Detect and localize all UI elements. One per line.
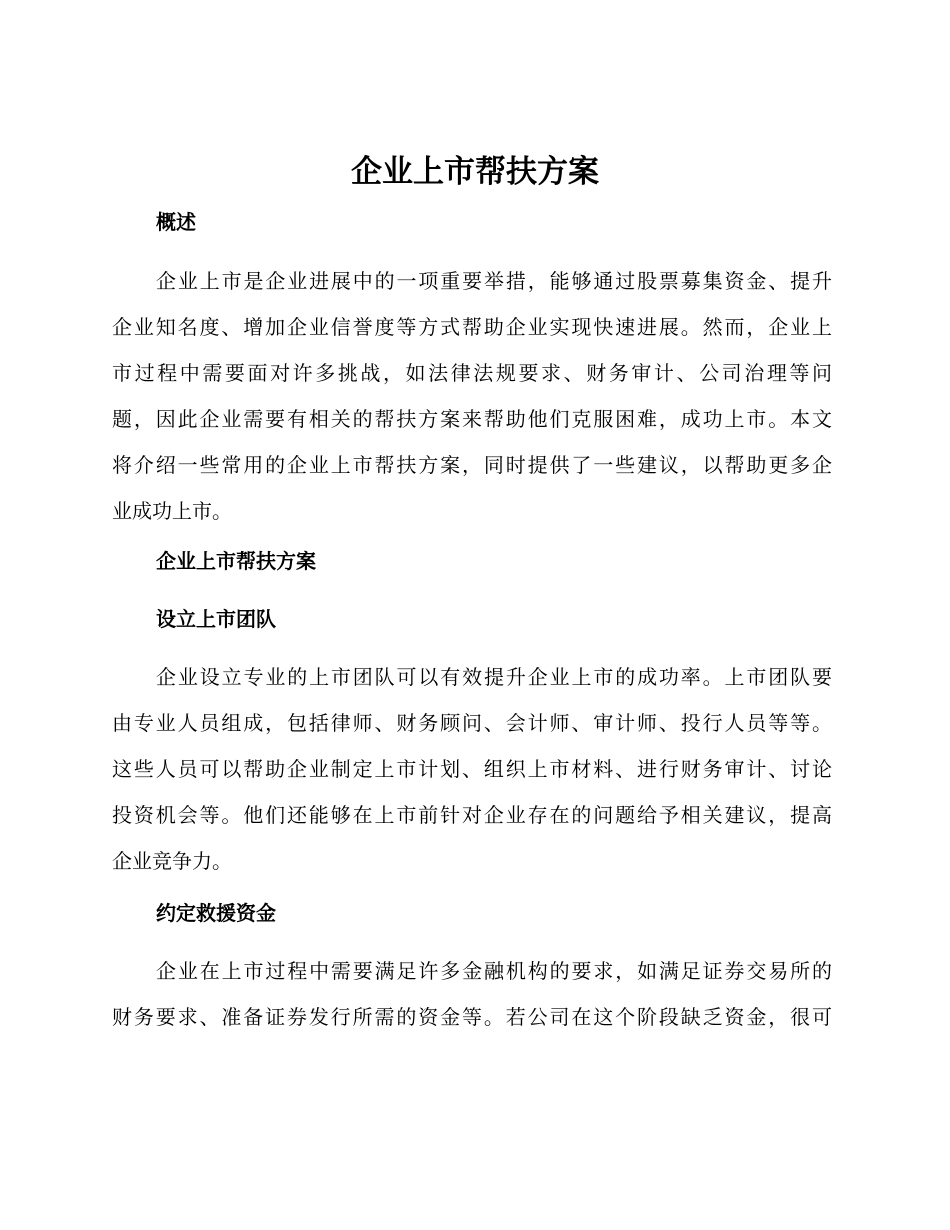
section-heading-listing-support-plan: 企业上市帮扶方案 <box>156 549 316 573</box>
paragraph-line: 题，因此企业需要有相关的帮扶方案来帮助他们克服困难，成功上市。本文 <box>112 407 832 431</box>
paragraph-listing-team <box>112 654 832 884</box>
paragraph-line: 市过程中需要面对许多挑战，如法律法规要求、财务审计、公司治理等问 <box>112 361 832 385</box>
paragraph-line: 企业上市是企业进展中的一项重要举措，能够通过股票募集资金、提升 <box>156 269 832 293</box>
section-heading-listing-team: 设立上市团队 <box>156 607 276 631</box>
paragraph-line: 财务要求、准备证券发行所需的资金等。若公司在这个阶段缺乏资金，很可 <box>112 1005 832 1029</box>
paragraph-line: 企业竞争力。 <box>112 849 232 873</box>
document-title: 企业上市帮扶方案 <box>351 154 599 190</box>
paragraph-rescue-funds <box>112 948 832 1040</box>
paragraph-overview <box>112 258 832 534</box>
section-heading-rescue-funds: 约定救援资金 <box>156 901 276 925</box>
paragraph-line: 将介绍一些常用的企业上市帮扶方案，同时提供了一些建议，以帮助更多企 <box>112 453 832 477</box>
paragraph-line: 企业知名度、增加企业信誉度等方式帮助企业实现快速进展。然而，企业上 <box>112 315 832 339</box>
paragraph-line: 业成功上市。 <box>112 499 232 523</box>
paragraph-line: 投资机会等。他们还能够在上市前针对企业存在的问题给予相关建议，提高 <box>112 803 832 827</box>
paragraph-line: 这些人员可以帮助企业制定上市计划、组织上市材料、进行财务审计、讨论 <box>112 757 832 781</box>
section-heading-overview: 概述 <box>156 210 196 234</box>
paragraph-line: 企业设立专业的上市团队可以有效提升企业上市的成功率。上市团队要 <box>156 665 832 689</box>
paragraph-line: 由专业人员组成，包括律师、财务顾问、会计师、审计师、投行人员等等。 <box>112 711 832 735</box>
paragraph-line: 企业在上市过程中需要满足许多金融机构的要求，如满足证券交易所的 <box>156 959 832 983</box>
